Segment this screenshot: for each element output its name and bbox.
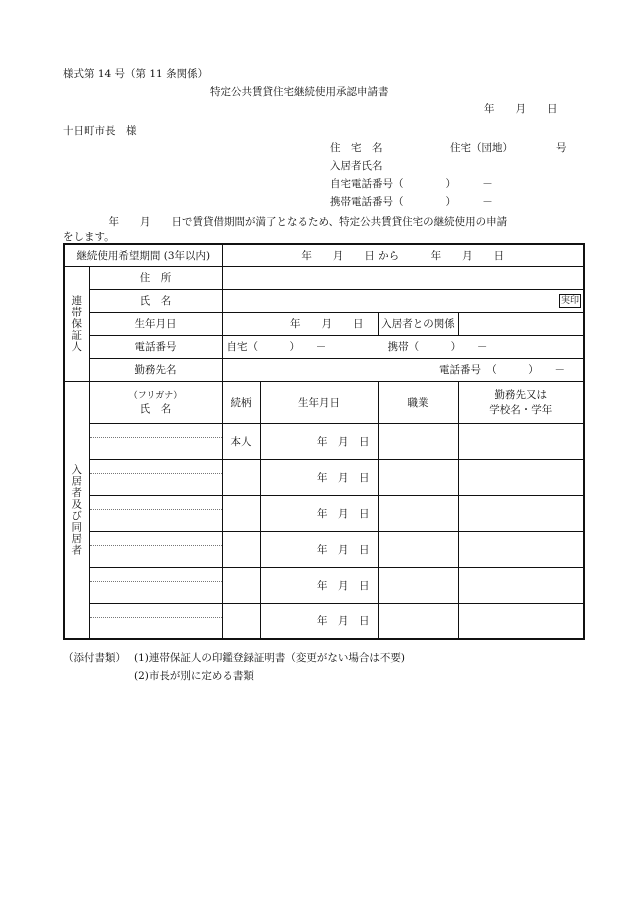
- resident-relation[interactable]: [222, 531, 260, 567]
- guarantor-name-field[interactable]: [222, 289, 584, 312]
- resident-birth[interactable]: 年 月 日: [260, 459, 378, 495]
- period-row: [64, 244, 584, 266]
- application-date: 年 月 日: [484, 103, 558, 115]
- residents-name-header: [89, 381, 222, 423]
- resident-birth[interactable]: 年 月 日: [260, 531, 378, 567]
- resident-relation[interactable]: [222, 459, 260, 495]
- resident-name-field[interactable]: [89, 531, 222, 567]
- resident-birth[interactable]: 年 月 日: [260, 603, 378, 639]
- attachment-item-1: (1)連帯保証人の印鑑登録証明書（変更がない場合は不要): [134, 652, 405, 664]
- resident-school[interactable]: [458, 423, 584, 459]
- housing-number-suffix: 号: [556, 142, 567, 154]
- guarantor-birth-label: 生年月日: [89, 312, 222, 335]
- form-title: 特定公共賃貸住宅継続使用承認申請書: [210, 86, 389, 98]
- school-header-line2: 学校名・学年: [489, 404, 553, 416]
- guarantor-phone-label: 電話番号: [89, 335, 222, 358]
- resident-relation[interactable]: 本人: [222, 423, 260, 459]
- resident-relation[interactable]: [222, 495, 260, 531]
- resident-row: [64, 423, 584, 459]
- resident-occupation[interactable]: [378, 531, 458, 567]
- guarantor-relation-label: 入居者との関係: [378, 312, 458, 335]
- statement-line2: をします。: [63, 231, 115, 243]
- resident-school[interactable]: [458, 603, 584, 639]
- period-label: 継続使用希望期間 (3年以内): [64, 244, 222, 266]
- resident-birth[interactable]: 年 月 日: [260, 423, 378, 459]
- resident-school[interactable]: [458, 531, 584, 567]
- guarantor-address-field[interactable]: [222, 266, 584, 289]
- guarantor-phone-row: [64, 335, 584, 358]
- residents-section-label: 入居者及び同居者: [64, 381, 89, 639]
- form-number: 様式第 14 号（第 11 条関係）: [63, 68, 209, 80]
- resident-row: [64, 495, 584, 531]
- guarantor-name-label: 氏 名: [89, 289, 222, 312]
- relation-header: 続柄: [222, 381, 260, 423]
- guarantor-relation-field[interactable]: [458, 312, 584, 335]
- guarantor-birth-value[interactable]: 年 月 日: [222, 312, 378, 335]
- guarantor-address-row: [64, 266, 584, 289]
- guarantor-phone-home: 自宅（ ） －: [226, 341, 327, 353]
- resident-name-label: 入居者氏名: [330, 160, 383, 172]
- name-header: 氏 名: [139, 403, 172, 415]
- guarantor-phone-field[interactable]: [222, 335, 584, 358]
- resident-name-field[interactable]: [89, 603, 222, 639]
- mobile-phone-label: 携帯電話番号（ ） －: [330, 196, 493, 208]
- period-value[interactable]: 年 月 日 から 年 月 日: [222, 244, 584, 266]
- resident-birth[interactable]: 年 月 日: [260, 567, 378, 603]
- home-phone-label: 自宅電話番号（ ） －: [330, 178, 493, 190]
- guarantor-section-label: 連帯保証人: [64, 266, 89, 381]
- resident-name-field[interactable]: [89, 567, 222, 603]
- resident-name-field[interactable]: [89, 459, 222, 495]
- resident-occupation[interactable]: [378, 567, 458, 603]
- resident-occupation[interactable]: [378, 603, 458, 639]
- guarantor-phone-mobile: 携帯（ ） －: [387, 341, 488, 353]
- attachment-item-2: (2)市長が別に定める書類: [134, 670, 254, 682]
- resident-occupation[interactable]: [378, 423, 458, 459]
- seal-stamp: 実印: [561, 295, 580, 306]
- resident-school[interactable]: [458, 567, 584, 603]
- resident-row: [64, 531, 584, 567]
- attachments-label: （添付書類）: [63, 652, 126, 664]
- resident-occupation[interactable]: [378, 495, 458, 531]
- school-header: [458, 381, 584, 423]
- furigana-header: （フリガナ）: [128, 391, 183, 401]
- resident-school[interactable]: [458, 495, 584, 531]
- resident-row: [64, 603, 584, 639]
- resident-school[interactable]: [458, 459, 584, 495]
- resident-name-field[interactable]: [89, 495, 222, 531]
- application-table: [63, 243, 585, 640]
- residents-header-row: [64, 381, 584, 423]
- guarantor-workplace-label: 勤務先名: [89, 358, 222, 381]
- guarantor-name-row: [64, 289, 584, 312]
- resident-name-field[interactable]: [89, 423, 222, 459]
- guarantor-birth-row: [64, 312, 584, 335]
- birth-header: 生年月日: [260, 381, 378, 423]
- resident-row: [64, 567, 584, 603]
- guarantor-workplace-phone: 電話番号 （ ） －: [439, 364, 566, 376]
- housing-name-label: 住 宅 名: [330, 142, 383, 154]
- resident-relation[interactable]: [222, 567, 260, 603]
- occupation-header: 職業: [378, 381, 458, 423]
- guarantor-workplace-field[interactable]: [222, 358, 584, 381]
- school-header-line1: 勤務先又は: [494, 389, 548, 401]
- guarantor-address-label: 住 所: [89, 266, 222, 289]
- resident-birth[interactable]: 年 月 日: [260, 495, 378, 531]
- statement-line1: 年 月 日で賃貸借期間が満了となるため、特定公共賃貸住宅の継続使用の申請: [98, 216, 508, 228]
- resident-relation[interactable]: [222, 603, 260, 639]
- resident-row: [64, 459, 584, 495]
- resident-occupation[interactable]: [378, 459, 458, 495]
- guarantor-workplace-row: [64, 358, 584, 381]
- housing-name-value: 住宅（団地）: [450, 142, 513, 154]
- addressee: 十日町市長 様: [63, 125, 137, 137]
